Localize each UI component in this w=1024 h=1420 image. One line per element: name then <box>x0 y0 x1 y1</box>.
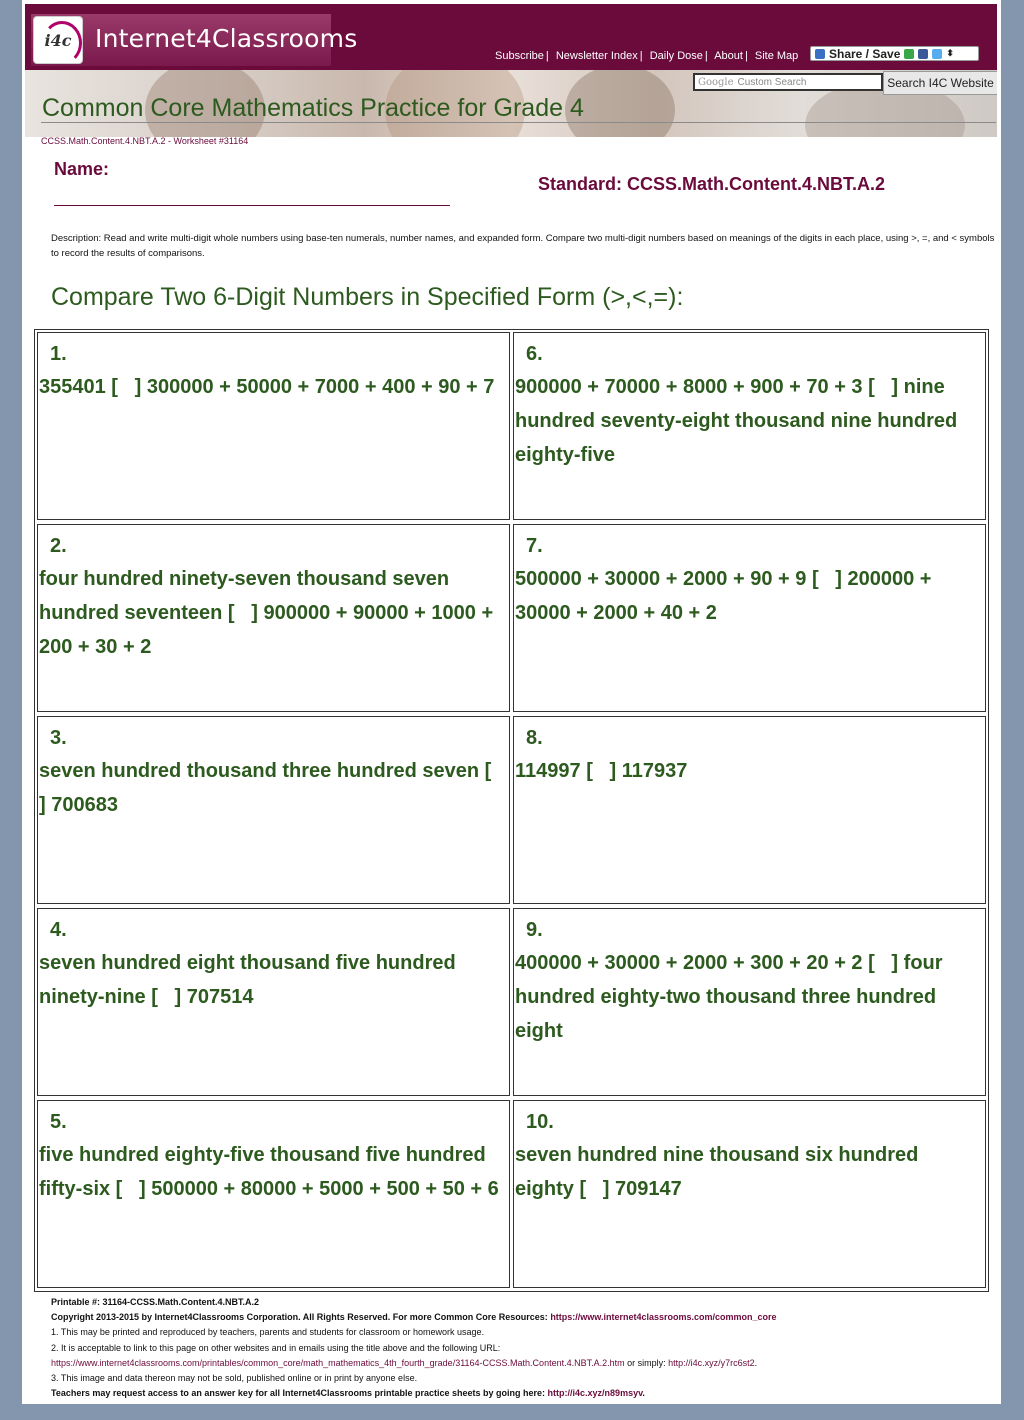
photo-banner <box>25 70 997 137</box>
question-cell <box>37 1100 510 1288</box>
usage-note-1: 1. This may be printed and reproduced by teachers, parents and students for classroom or homework usage. <box>51 1327 485 1338</box>
share-plus-icon <box>815 49 825 59</box>
question-cell <box>513 716 986 904</box>
name-line <box>54 205 450 206</box>
question-text: 355401 [ ] 300000 + 50000 + 7000 + 400 + 90 + 7 <box>39 376 495 398</box>
facebook-icon <box>918 49 928 59</box>
question-cell <box>37 908 510 1096</box>
question-number: 9. <box>526 919 543 941</box>
question-text: 500000 + 30000 + 2000 + 90 + 9 [ ] 200000 + 30000 + 2000 + 40 + 2 <box>515 568 938 624</box>
url-period: . <box>754 1357 758 1368</box>
nav-link-site-map[interactable]: Site Map <box>754 50 799 62</box>
description: Description: Read and write multi-digit whole numbers using base-ten numerals, number names, and expanded form. Compare two multi-digit numbers based on meanings of the digits in each place, using >, =, and < symbols to record the results of comparisons. <box>51 233 995 259</box>
nav-link-subscribe[interactable]: Subscribe <box>495 50 544 62</box>
question-text: seven hundred eight thousand five hundred ninety-nine [ ] 707514 <box>39 952 462 1008</box>
footer <box>51 1295 995 1401</box>
question-grid <box>34 329 989 1292</box>
nav-link-about[interactable]: About <box>714 50 743 62</box>
question-cell <box>513 332 986 520</box>
question-cell <box>513 908 986 1096</box>
name-label: Name: <box>54 159 110 179</box>
usage-note-2: 2. It is acceptable to link to this page on other websites and in emails using the title above and the following URL: <box>51 1342 501 1353</box>
question-cell <box>513 1100 986 1288</box>
common-core-link[interactable]: https://www.internet4classrooms.com/common_core <box>550 1312 777 1323</box>
nav-link-daily-dose[interactable]: Daily Dose <box>649 50 703 62</box>
answer-key-period: . <box>642 1388 645 1399</box>
site-header <box>25 4 997 70</box>
standard-label: Standard: CCSS.Math.Content.4.NBT.A.2 <box>538 174 886 194</box>
title-divider <box>41 122 996 123</box>
share-save-button[interactable] <box>810 46 979 61</box>
question-cell <box>513 524 986 712</box>
logo-badge-text: i4c <box>44 30 72 50</box>
question-text: 900000 + 70000 + 8000 + 900 + 70 + 3 [ ] nine hundred seventy-eight thousand nine hundred eighty-five <box>515 376 963 466</box>
question-number: 6. <box>526 343 543 365</box>
question-number: 7. <box>526 535 543 557</box>
answer-key-link[interactable]: http://i4c.xyz/n89msyv <box>547 1388 643 1399</box>
or-simply-text: or simply: <box>624 1357 669 1368</box>
worksheet-page <box>22 0 1001 1404</box>
twitter-icon <box>932 49 942 59</box>
question-text: seven hundred thousand three hundred seven [ ] 700683 <box>39 760 508 816</box>
question-text: four hundred ninety-seven thousand seven hundred seventeen [ ] 900000 + 90000 + 1000 + 200 + 30 + 2 <box>39 568 499 658</box>
question-number: 5. <box>50 1111 67 1133</box>
search-button[interactable]: Search I4C Website <box>883 71 997 95</box>
question-text: seven hundred nine thousand six hundred eighty [ ] 709147 <box>515 1144 924 1200</box>
copyright-text: Copyright 2013-2015 by Internet4Classrooms Corporation. All Rights Reserved. For more Common Core Resources: <box>51 1312 548 1323</box>
question-text: 114997 [ ] 117937 <box>515 760 688 782</box>
search-input[interactable] <box>693 73 883 91</box>
search-placeholder: Custom Search <box>737 76 807 88</box>
answer-key-text: Teachers may request access to an answer key for all Internet4Classrooms printable practice sheets by going here: <box>51 1388 546 1399</box>
section-title: Compare Two 6-Digit Numbers in Specified Form (>,<,=): <box>51 283 684 311</box>
question-text: five hundred eighty-five thousand five hundred fifty-six [ ] 500000 + 80000 + 5000 + 500 + 50 + 6 <box>39 1144 499 1200</box>
google-brand: Google <box>698 76 734 88</box>
question-number: 10. <box>526 1111 554 1133</box>
question-cell <box>37 332 510 520</box>
email-share-icon <box>904 49 914 59</box>
printable-number: Printable #: 31164-CCSS.Math.Content.4.NBT.A.2 <box>51 1297 260 1307</box>
question-text: 400000 + 30000 + 2000 + 300 + 20 + 2 [ ] four hundred eighty-two thousand three hundred eight <box>515 952 949 1042</box>
question-number: 4. <box>50 919 67 941</box>
short-url-link[interactable]: http://i4c.xyz/y7rc6st2 <box>668 1357 755 1368</box>
site-logo[interactable] <box>31 14 358 66</box>
question-number: 3. <box>50 727 67 749</box>
question-number: 8. <box>526 727 543 749</box>
chevron-updown-icon: ⬍ <box>946 48 954 58</box>
usage-note-3: 3. This image and data thereon may not be sold, published online or in print by anyone else. <box>51 1373 418 1384</box>
logo-badge-icon <box>33 16 83 64</box>
share-save-label: Share / Save <box>829 46 901 61</box>
question-cell <box>37 524 510 712</box>
page-title: Common Core Mathematics Practice for Grade 4 <box>42 94 584 122</box>
question-number: 1. <box>50 343 67 365</box>
question-number: 2. <box>50 535 67 557</box>
question-cell <box>37 716 510 904</box>
worksheet-url-link[interactable]: https://www.internet4classrooms.com/printables/common_core/math_mathematics_4th_fourth_grade/31164-CCSS.Math.Content.4.NBT.A.2.htm <box>51 1357 625 1368</box>
nav-link-newsletter-index[interactable]: Newsletter Index <box>555 50 638 62</box>
logo-text: Internet4Classrooms <box>95 24 358 53</box>
top-nav: Subscribe | Newsletter Index | Daily Dose | About | Site Map <box>495 50 799 62</box>
breadcrumb: CCSS.Math.Content.4.NBT.A.2 - Worksheet #31164 <box>41 136 249 146</box>
